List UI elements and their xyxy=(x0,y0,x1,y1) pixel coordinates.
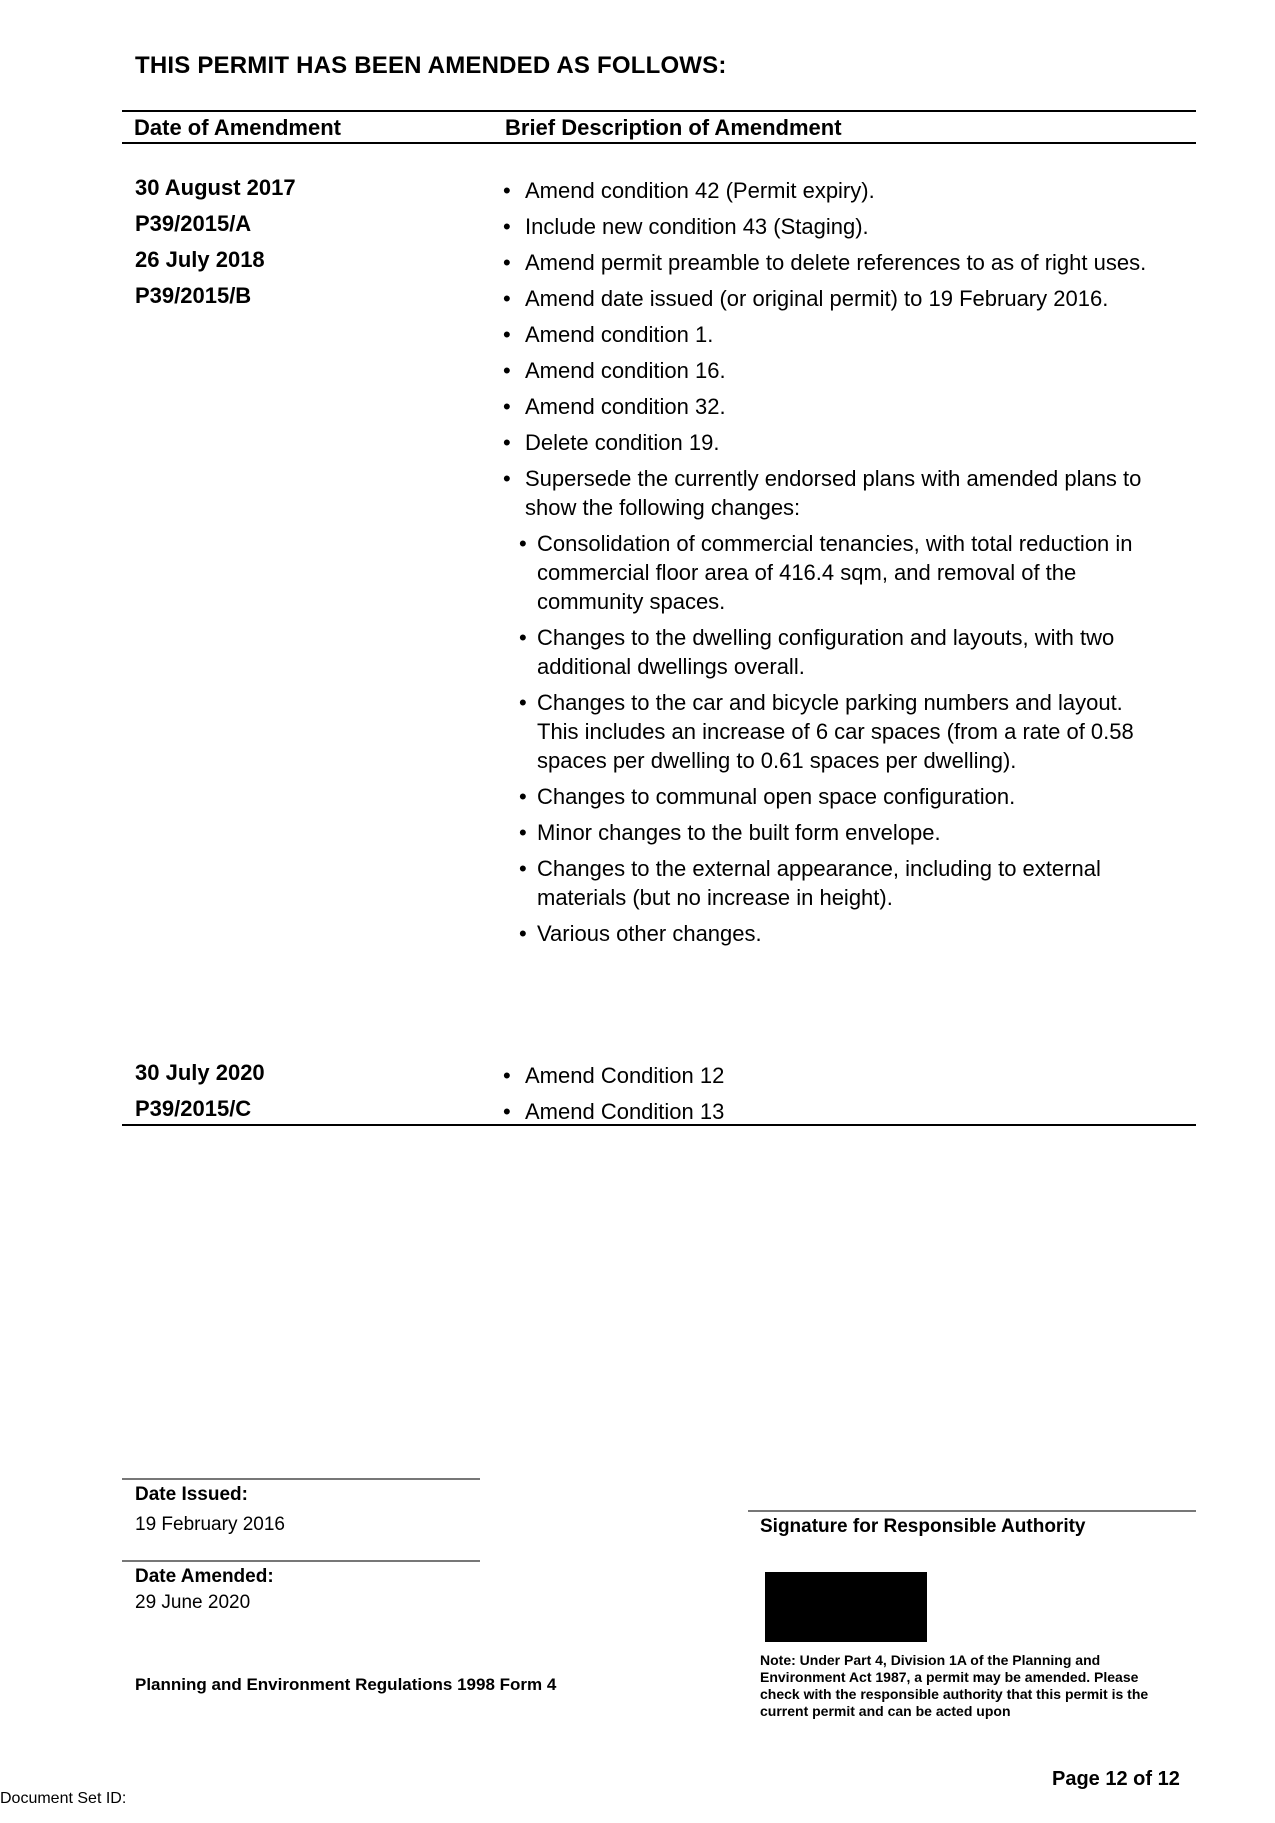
bullet-icon: • xyxy=(519,784,527,809)
list-item xyxy=(503,176,1153,205)
sub-list-item xyxy=(519,623,1153,681)
divider xyxy=(748,1510,1196,1512)
bullet-icon: • xyxy=(519,625,527,650)
amendment-description-list-1 xyxy=(503,176,1153,955)
bullet-icon: • xyxy=(503,430,511,455)
signature-label: Signature for Responsible Authority xyxy=(760,1516,1086,1537)
list-item-text: Include new condition 43 (Staging). xyxy=(525,214,869,239)
amendment-refs-group-1 xyxy=(135,170,296,314)
bullet-icon: • xyxy=(503,178,511,203)
permit-reference: P39/2015/B xyxy=(135,283,252,308)
list-item xyxy=(503,392,1153,421)
bullet-icon: • xyxy=(503,466,511,491)
amendments-table-header xyxy=(122,110,1196,144)
amendment-date: 30 August 2017 xyxy=(135,175,296,200)
sub-list-item xyxy=(519,919,1153,948)
bullet-icon: • xyxy=(503,250,511,275)
bullet-icon: • xyxy=(503,394,511,419)
sub-list-item xyxy=(519,529,1153,616)
list-item-text: Consolidation of commercial tenancies, with total reduction in commercial floor area of 416.4 sqm, and removal of the community spaces. xyxy=(537,531,1133,614)
list-item xyxy=(503,212,1153,241)
list-item-text: Amend Condition 12 xyxy=(525,1063,725,1088)
amendment-description-list-2 xyxy=(503,1061,1153,1133)
bullet-icon: • xyxy=(519,921,527,946)
bullet-icon: • xyxy=(519,856,527,881)
divider xyxy=(122,1478,480,1480)
amendment-date: 26 July 2018 xyxy=(135,247,265,272)
list-item xyxy=(503,1061,1153,1090)
bullet-icon: • xyxy=(503,1063,511,1088)
table-bottom-rule xyxy=(122,1124,1196,1126)
list-item-text: Amend Condition 13 xyxy=(525,1099,725,1124)
sub-list xyxy=(519,529,1153,948)
bullet-icon: • xyxy=(503,1099,511,1124)
list-item-text: Supersede the currently endorsed plans with amended plans to show the following changes: xyxy=(525,466,1142,520)
list-item-text: Changes to the dwelling configuration and layouts, with two additional dwellings overall. xyxy=(537,625,1115,679)
bullet-icon: • xyxy=(519,820,527,845)
column-header-description: Brief Description of Amendment xyxy=(505,115,842,140)
list-item-text: Amend permit preamble to delete references to as of right uses. xyxy=(525,250,1147,275)
page-number: Page 12 of 12 xyxy=(1052,1768,1180,1790)
list-item-text: Various other changes. xyxy=(537,921,762,946)
list-item-text: Changes to communal open space configuration. xyxy=(537,784,1016,809)
list-item xyxy=(503,284,1153,313)
amendment-refs-group-2 xyxy=(135,1055,265,1127)
list-item xyxy=(503,1097,1153,1126)
list-item xyxy=(503,356,1153,385)
redacted-signature xyxy=(765,1572,927,1642)
sub-list-item xyxy=(519,818,1153,847)
bullet-icon: • xyxy=(503,322,511,347)
date-issued-value: 19 February 2016 xyxy=(135,1514,285,1535)
list-item xyxy=(503,428,1153,457)
page-heading: THIS PERMIT HAS BEEN AMENDED AS FOLLOWS: xyxy=(135,52,727,79)
date-amended-value: 29 June 2020 xyxy=(135,1592,251,1613)
document-set-id: Document Set ID: xyxy=(0,1790,127,1807)
column-header-date: Date of Amendment xyxy=(134,115,341,140)
bullet-icon: • xyxy=(503,286,511,311)
list-item-text: Changes to the external appearance, including to external materials (but no increase in height). xyxy=(537,856,1101,910)
amendment-date: 30 July 2020 xyxy=(135,1060,265,1085)
list-item-text: Amend condition 42 (Permit expiry). xyxy=(525,178,875,203)
bullet-icon: • xyxy=(519,690,527,715)
list-item-text: Amend condition 16. xyxy=(525,358,726,383)
sub-list-item xyxy=(519,854,1153,912)
bullet-icon: • xyxy=(503,214,511,239)
list-item-text: Minor changes to the built form envelope. xyxy=(537,820,941,845)
regulations-form-reference: Planning and Environment Regulations 1998 Form 4 xyxy=(135,1675,557,1694)
list-item xyxy=(503,320,1153,349)
sub-list-item xyxy=(519,782,1153,811)
permit-reference: P39/2015/A xyxy=(135,211,252,236)
list-item-text: Amend condition 1. xyxy=(525,322,714,347)
list-item-text: Delete condition 19. xyxy=(525,430,720,455)
date-amended-label: Date Amended: xyxy=(135,1566,274,1587)
list-item xyxy=(503,248,1153,277)
list-item-text: Amend condition 32. xyxy=(525,394,726,419)
permit-reference: P39/2015/C xyxy=(135,1096,252,1121)
list-item-text: Amend date issued (or original permit) to 19 February 2016. xyxy=(525,286,1109,311)
sub-list-item xyxy=(519,688,1153,775)
bullet-icon: • xyxy=(519,531,527,556)
list-item xyxy=(503,464,1153,522)
list-item-text: Changes to the car and bicycle parking numbers and layout. This includes an increase of 6 car spaces (from a rate of 0.58 spaces per dwelling to 0.61 spaces per dwelling). xyxy=(537,690,1134,773)
amendment-note: Note: Under Part 4, Division 1A of the Planning and Environment Act 1987, a permit may be amended. Please check with the responsible authority that this permit is the current permit and can be acted upon xyxy=(760,1652,1149,1719)
date-issued-label: Date Issued: xyxy=(135,1484,248,1505)
divider xyxy=(122,1560,480,1562)
bullet-icon: • xyxy=(503,358,511,383)
